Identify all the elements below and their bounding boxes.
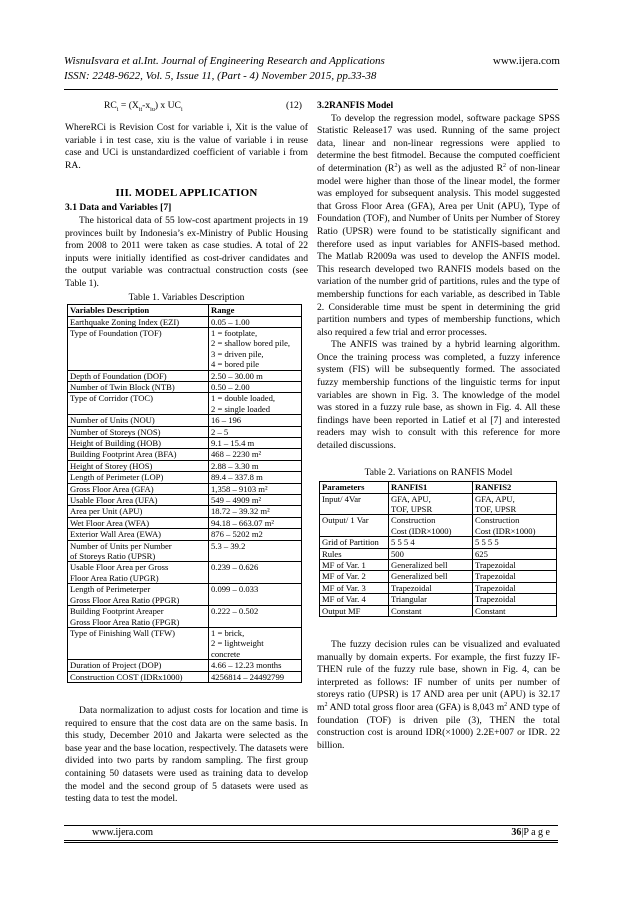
header-rule xyxy=(64,89,558,90)
table2-cell: MF of Var. 1 xyxy=(320,560,389,571)
table1-cell: Area per Unit (APU) xyxy=(68,506,209,517)
right-column xyxy=(317,100,560,752)
page-footer xyxy=(64,825,558,843)
table2-row xyxy=(320,582,557,593)
table2-cell: Trapezoidal xyxy=(473,560,557,571)
table2-cell: Trapezoidal xyxy=(473,571,557,582)
header-url[interactable]: www.ijera.com xyxy=(492,55,560,67)
section-heading: III. MODEL APPLICATION xyxy=(115,187,258,200)
table1-cell: 0.239 – 0.626 xyxy=(209,562,302,584)
table1-cell: Depth of Foundation (DOF) xyxy=(68,370,209,381)
table2-cell: 625 xyxy=(473,548,557,559)
table2-caption: Table 2. Variations on RANFIS Model xyxy=(364,466,513,478)
table2-cell: Grid of Partition xyxy=(320,537,389,548)
table1-cell: 0.222 – 0.502 xyxy=(209,606,302,628)
table1-cell: 0.50 – 2.00 xyxy=(209,381,302,392)
paragraph-ranfis-model: To develop the regression model, software package SPSS Statistic Release17 was used. Running of the same project data, linear and non-linear regressions were applied to determine the best fitmodel. Because the computed coefficient of determination $(R^2)$ as well as the adjusted $R^2$ of non-linear model were higher than those of the linear model, the former was employed for subsequent analysis. This model suggested that Gross Floor Area (GFA), Area per Unit (APU), Type of Foundation (TOF), and Number of Units per Number of Storey Ratio (UPSR) were found to be statistically significant and therefore used as input variables for ANFIS-based method. The Matlab R2009a was used to develop the ANFIS model. This research developed two RANFIS models based on the variation of the number grid of partitions, rules and the type of membership functions for each variable, as described in Table 2. Considerable time must be spent in determining the grid partition numbers and types of membership functions, which also required a few trial and error processes. xyxy=(317,112,560,338)
table2-cell: Input/ 4Var xyxy=(320,493,389,515)
equation-12 xyxy=(65,100,308,113)
subsection-heading-3-1: 3.1 Data and Variables [7] xyxy=(65,202,172,214)
table1-row xyxy=(68,660,302,671)
table1-header-cell: Variables Description xyxy=(68,305,209,316)
table1-row xyxy=(68,381,302,392)
table1-row xyxy=(68,483,302,494)
table2-cell: Output/ 1 Var xyxy=(320,515,389,537)
table1-cell: 2 – 5 xyxy=(209,426,302,437)
table-ranfis-variations xyxy=(319,481,557,617)
table1-cell: 5.3 – 39.2 xyxy=(209,540,302,562)
table1-row xyxy=(68,472,302,483)
table1-cell: Length of Perimeter (LOP) xyxy=(68,472,209,483)
table2-cell: Generalized bell xyxy=(389,571,473,582)
table1-cell: 1 = double loaded, 2 = single loaded xyxy=(209,393,302,415)
table1-cell: Duration of Project (DOP) xyxy=(68,660,209,671)
table2-cell: Rules xyxy=(320,548,389,559)
table1-cell: 16 – 196 xyxy=(209,415,302,426)
table1-row xyxy=(68,606,302,628)
table1-row xyxy=(68,316,302,327)
table1-cell: 0.05 – 1.00 xyxy=(209,316,302,327)
paragraph-normalization: Data normalization to adjust costs for location and time is required to ensure that the cost data are on the same basis. In this study, December 2010 and Jakarta were selected as the base year and the base location, respectively. The datasets were divided into two parts by random sampling. The first group containing 50 datasets were used as training data to develop the model and the second group of 5 datasets were used as testing data to test the model. xyxy=(65,704,308,805)
table2-cell: GFA, APU, TOF, UPSR xyxy=(473,493,557,515)
running-header xyxy=(64,54,560,84)
table1-cell: Usable Floor Area per Gross Floor Area Ratio (UPGR) xyxy=(68,562,209,584)
table2-cell: Generalized bell xyxy=(389,560,473,571)
table2-cell: Output MF xyxy=(320,605,389,616)
table1-cell: Building Footprint Area (BFA) xyxy=(68,449,209,460)
table1-cell: 89.4 – 337.8 m xyxy=(209,472,302,483)
table1-cell: 1 = brick, 2 = lightweight concrete xyxy=(209,627,302,659)
table2-row xyxy=(320,537,557,548)
table1-row xyxy=(68,529,302,540)
table2-cell: 500 xyxy=(389,548,473,559)
left-column xyxy=(65,100,308,806)
table2-cell: Constant xyxy=(389,605,473,616)
table2-cell: 5 5 5 5 xyxy=(473,537,557,548)
table2-cell: Triangular xyxy=(389,594,473,605)
table1-cell: 94.18 – 663.07 m² xyxy=(209,517,302,528)
paragraph-data: The historical data of 55 low-cost apartment projects in 19 provinces built by Indonesia’s ex-Ministry of Public Housing from 2008 to 2011 were taken as case studies. A total of 22 inputs were initially identified as cost-driver candidates and the output variable was contractual construction costs (see Table 1). xyxy=(65,214,308,289)
where-paragraph: WhereRCi is Revision Cost for variable i, Xit is the value of variable i in test case, xiu is the value of variable i in reuse case and UCi is unstandardized coefficient of variable i from RA. xyxy=(65,122,308,171)
table2-cell: Construction Cost (IDR×1000) xyxy=(473,515,557,537)
table2-cell: 5 5 5 4 xyxy=(389,537,473,548)
table1-header-row xyxy=(68,305,302,316)
table1-cell: Number of Twin Block (NTB) xyxy=(68,381,209,392)
table1-cell: Type of Finishing Wall (TFW) xyxy=(68,627,209,659)
table2-header-cell: RANFIS1 xyxy=(389,482,473,493)
footer-url[interactable]: www.ijera.com xyxy=(92,827,153,838)
table1-cell: Number of Units (NOU) xyxy=(68,415,209,426)
subsection-heading-3-2: 3.2RANFIS Model xyxy=(317,100,394,111)
table1-row xyxy=(68,584,302,606)
table2-header-cell: Parameters xyxy=(320,482,389,493)
table2-row xyxy=(320,571,557,582)
table1-cell: Earthquake Zoning Index (EZI) xyxy=(68,316,209,327)
table1-cell: 549 – 4909 m² xyxy=(209,495,302,506)
table1-cell: 0.099 – 0.033 xyxy=(209,584,302,606)
table1-row xyxy=(68,393,302,415)
table1-cell: 2.50 – 30.00 m xyxy=(209,370,302,381)
equation-formula: $RC_i = (X_{it}-x_{iu})$ x $UC_i$ xyxy=(104,100,183,113)
table1-cell: Type of Corridor (TOC) xyxy=(68,393,209,415)
table2-row xyxy=(320,560,557,571)
table1-row xyxy=(68,415,302,426)
table1-row xyxy=(68,671,302,682)
table1-cell: Height of Building (HOB) xyxy=(68,438,209,449)
table1-cell: Number of Units per Number of Storeys Ratio (UPSR) xyxy=(68,540,209,562)
table1-row xyxy=(68,449,302,460)
table1-row xyxy=(68,517,302,528)
table1-cell: 1 = footplate, 2 = shallow bored pile, 3 = driven pile, 4 = bored pile xyxy=(209,327,302,370)
table2-header-cell: RANFIS2 xyxy=(473,482,557,493)
table2-cell: Trapezoidal xyxy=(473,594,557,605)
table2-row xyxy=(320,548,557,559)
table2-cell: GFA, APU, TOF, UPSR xyxy=(389,493,473,515)
table1-cell: Building Footprint Areaper Gross Floor Area Ratio (FPGR) xyxy=(68,606,209,628)
table1-cell: Construction COST (IDRx1000) xyxy=(68,671,209,682)
table1-cell: Height of Storey (HOS) xyxy=(68,460,209,471)
table1-cell: 18.72 – 39.32 m² xyxy=(209,506,302,517)
table1-row xyxy=(68,506,302,517)
table1-cell: 1,358 – 9103 m² xyxy=(209,483,302,494)
table2-row xyxy=(320,605,557,616)
table1-cell: Usable Floor Area (UFA) xyxy=(68,495,209,506)
table1-cell: 468 – 2230 m² xyxy=(209,449,302,460)
table2-cell: Constant xyxy=(473,605,557,616)
table1-cell: 4.66 – 12.23 months xyxy=(209,660,302,671)
journal-citation: WisnuIsvara et al.Int. Journal of Engineering Research and Applications xyxy=(64,55,385,67)
table1-cell: 4256814 – 24492799 xyxy=(209,671,302,682)
table1-cell: Type of Foundation (TOF) xyxy=(68,327,209,370)
table1-row xyxy=(68,327,302,370)
table1-header-cell: Range xyxy=(209,305,302,316)
table1-cell: Gross Floor Area (GFA) xyxy=(68,483,209,494)
table2-cell: Construction Cost (IDR×1000) xyxy=(389,515,473,537)
table1-cell: Length of Perimeterper Gross Floor Area Ratio (PPGR) xyxy=(68,584,209,606)
table2-row xyxy=(320,493,557,515)
table1-caption: Table 1. Variables Description xyxy=(128,291,245,303)
table-variables-description xyxy=(67,304,302,683)
table2-cell: Trapezoidal xyxy=(473,582,557,593)
page-number: 36|P a g e xyxy=(511,827,550,838)
table1-row xyxy=(68,460,302,471)
equation-number: (12) xyxy=(286,100,302,111)
table1-cell: Exterior Wall Area (EWA) xyxy=(68,529,209,540)
paragraph-anfis-training: The ANFIS was trained by a hybrid learning algorithm. Once the training process was completed, a fuzzy inference system (FIS) will be subsequently formed. The associated fuzzy membership functions of the linguistic terms for input variables are shown in Fig. 3. The knowledge of the model was stored in a fuzzy rule base, as shown in Fig. 4. All these findings have been reported in Latief et al [7] and interested readers may wish to consult with this reference for more detailed discussions. xyxy=(317,339,560,452)
paragraph-fuzzy-rules: The fuzzy decision rules can be visualized and evaluated manually by domain experts. For example, the first fuzzy IF-THEN rule of the fuzzy rule base, shown in Fig. 4, can be interpreted as follows: IF number of units per number of storeys ratio (UPSR) is 17 AND area per unit (APU) is 32.17 $m^2$ AND total gross floor area (GFA) is 8,043 $m^2$ AND type of foundation (TOF) is driven pile (3), THEN the total construction cost is around IDR(×1000) 2.2E+007 or IDR. 22 billion. xyxy=(317,639,560,751)
table1-row xyxy=(68,562,302,584)
table1-cell: 876 – 5202 m2 xyxy=(209,529,302,540)
table2-cell: MF of Var. 4 xyxy=(320,594,389,605)
table1-row xyxy=(68,627,302,659)
table2-cell: MF of Var. 3 xyxy=(320,582,389,593)
table1-row xyxy=(68,438,302,449)
table1-row xyxy=(68,426,302,437)
issn-line: ISSN: 2248-9622, Vol. 5, Issue 11, (Part - 4) November 2015, pp.33-38 xyxy=(64,70,377,82)
table1-row xyxy=(68,370,302,381)
table2-cell: Trapezoidal xyxy=(389,582,473,593)
table1-cell: 9.1 – 15.4 m xyxy=(209,438,302,449)
table1-cell: Number of Storeys (NOS) xyxy=(68,426,209,437)
table2-header-row xyxy=(320,482,557,493)
table1-row xyxy=(68,540,302,562)
table1-cell: Wet Floor Area (WFA) xyxy=(68,517,209,528)
table1-row xyxy=(68,495,302,506)
table2-cell: MF of Var. 2 xyxy=(320,571,389,582)
table1-cell: 2.88 – 3.30 m xyxy=(209,460,302,471)
table2-row xyxy=(320,594,557,605)
table2-row xyxy=(320,515,557,537)
